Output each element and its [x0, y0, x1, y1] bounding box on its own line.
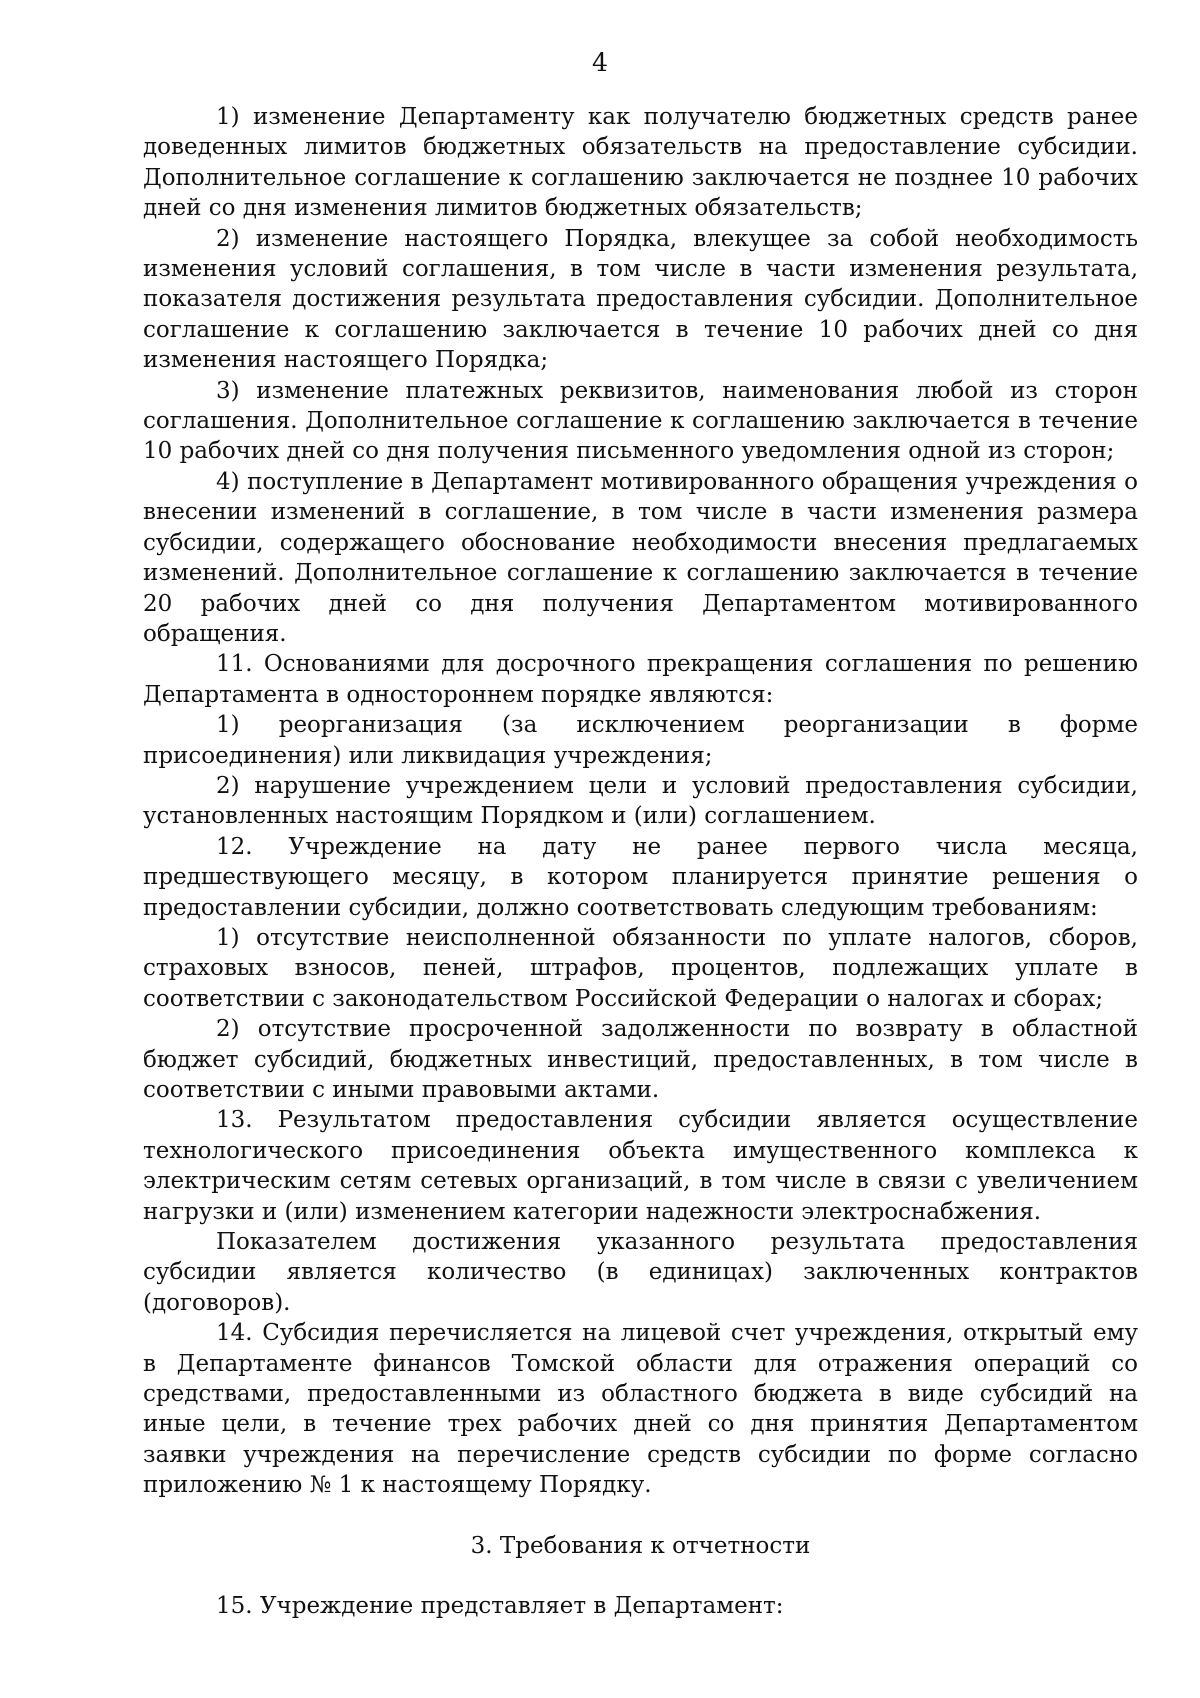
paragraph-item-10-4: 4) поступление в Департамент мотивированного обращения учреждения о внесении изменений в соглашение, в том числе в части изменения размера субсидии, содержащего обоснование необходимости внесения предлагаемых изменений. Дополнительное соглашение к соглашению заключается в течение 20 рабочих дней со дня получения Департаментом мотивированного обращения. [143, 468, 1138, 647]
paragraph-indicator: Показателем достижения указанного результата предоставления субсидии является количество (в единицах) заключенных контрактов (договоров). [143, 1229, 1138, 1316]
paragraph-clause-15: 15. Учреждение представляет в Департамент: [216, 1593, 784, 1620]
paragraph-clause-11: 11. Основаниями для досрочного прекращения соглашения по решению Департамента в одностороннем порядке являются: [143, 651, 1138, 708]
paragraph-item-10-3: 3) изменение платежных реквизитов, наименования любой из сторон соглашения. Дополнительное соглашение к соглашению заключается в течение 10 рабочих дней со дня получения письменного уведомления одной из сторон; [143, 377, 1138, 465]
paragraph-item-11-1: 1) реорганизация (за исключением реорганизации в форме присоединения) или ликвидация учреждения; [143, 712, 1138, 769]
paragraph-clause-13: 13. Результатом предоставления субсидии является осуществление технологического присоединения объекта имущественного комплекса к электрическим сетям сетевых организаций, в том числе в связи с увеличением нагрузки и (или) изменением категории надежности электроснабжения. [143, 1107, 1138, 1225]
document-body [143, 102, 1138, 1622]
section-heading: 3. Требования к отчетности [470, 1532, 811, 1559]
paragraph-item-10-2: 2) изменение настоящего Порядка, влекущее за собой необходимость изменения условий соглашения, в том числе в части изменения результата, показателя достижения результата предоставления субсидии. Дополнительное соглашение к соглашению заключается в течение 10 рабочих дней со дня изменения настоящего Порядка; [143, 225, 1138, 374]
paragraph-clause-12: 12. Учреждение на дату не ранее первого числа месяца, предшествующего месяцу, в котором планируется принятие решения о предоставлении субсидии, должно соответствовать следующим требованиям: [143, 833, 1138, 921]
paragraph-item-12-2: 2) отсутствие просроченной задолженности по возврату в областной бюджет субсидий, бюджетных инвестиций, предоставленных, в том числе в соответствии с иными правовыми актами. [143, 1016, 1138, 1103]
page-number: 4 [592, 48, 608, 77]
paragraph-item-11-2: 2) нарушение учреждением цели и условий предоставления субсидии, установленных настоящим Порядком и (или) соглашением. [143, 772, 1138, 830]
paragraph-clause-14: 14. Субсидия перечисляется на лицевой счет учреждения, открытый ему в Департаменте финансов Томской области для отражения операций со средствами, предоставленными из областного бюджета в виде субсидий на иные цели, в течение трех рабочих дней со дня принятия Департаментом заявки учреждения на перечисление средств субсидии по форме согласно приложению № 1 к настоящему Порядку. [143, 1320, 1138, 1499]
paragraph-item-10-1: 1) изменение Департаменту как получателю бюджетных средств ранее доведенных лимитов бюджетных обязательств на предоставление субсидии. Дополнительное соглашение к соглашению заключается не позднее 10 рабочих дней со дня изменения лимитов бюджетных обязательств; [143, 104, 1138, 222]
paragraph-item-12-1: 1) отсутствие неисполненной обязанности по уплате налогов, сборов, страховых взносов, пеней, штрафов, процентов, подлежащих уплате в соответствии с законодательством Российской Федерации о налогах и сборах; [143, 924, 1138, 1012]
